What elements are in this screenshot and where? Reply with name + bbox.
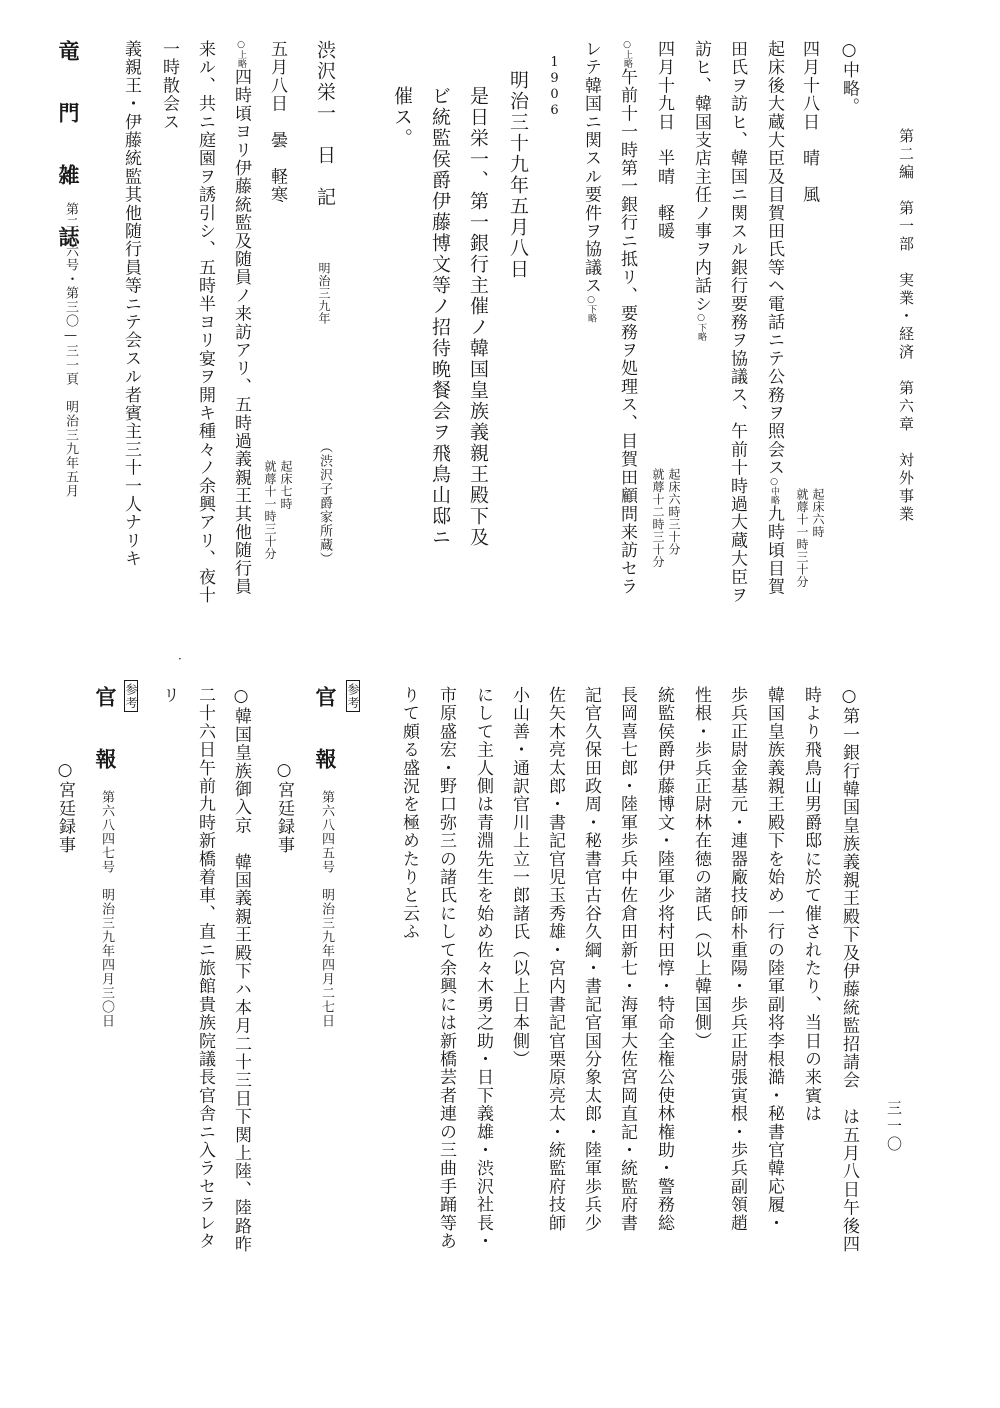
entry-summary: 催ス。 [391,86,413,149]
text-run: 起床後大蔵大臣及目賀田氏等ヘ電話ニテ公務ヲ照会ス [764,40,784,477]
entry-date-heading: 明治三十九年五月八日 [507,70,529,280]
text-column [692,40,709,341]
entry-summary: 是日栄一、第一銀行主催ノ韓国皇族義親王殿下及 [467,86,489,548]
stray-mark: · [178,652,182,666]
omission-note: ○下略 [696,313,706,341]
running-title: 第二編 第一部 実業・経済 第六章 対外事業 [897,128,915,524]
omission-note: ○中略 [769,476,779,505]
source-holder: （渋沢子爵家所蔵） [317,440,332,566]
source-title: 竜 門 雑 誌 [56,40,81,257]
source-citation: 第六八四七号 明治三九年四月三〇日 [99,790,114,1028]
wake-time-note: 起床六時三十分 [667,468,681,556]
entry-summary: ビ統監侯爵伊藤博文等ノ招待晩餐会ヲ飛鳥山邸ニ [429,86,451,548]
section-heading: ○宮廷録事 [274,760,294,854]
text-column: リ [159,686,179,705]
wake-time-note: 起床六時 [811,488,825,538]
diary-date: 五月八日 曇 軽寒 [267,40,287,204]
text-column: 韓国皇族義親王殿下を始め一行の陸軍副将李根澔・秘書官韓応履・ [764,686,784,1232]
text-column: 田氏ヲ訪ヒ、韓国ニ関スル銀行要務ヲ協議ス、午前十時過大蔵大臣ヲ [727,40,747,605]
text-run: 訪ヒ、韓国支店主任ノ事ヲ内話シ [691,40,711,313]
western-year: 1906 [547,55,562,119]
diary-date: 四月十八日 晴 風 [799,40,819,204]
text-column [582,40,599,323]
text-column: 統監侯爵伊藤博文・陸軍少将村田惇・特命全権公使林権助・警務総 [654,686,674,1232]
text-column: ○第一銀行韓国皇族義親王殿下及伊藤統監招請会 は五月八日午後四 [839,686,859,1254]
text-column: 時より飛鳥山男爵邸に於て催されたり、当日の来賓は [801,686,821,1123]
text-column: ○韓国皇族御入京 韓国義親王殿下ハ本月二十三日下関上陸、陸路昨 [231,686,251,1254]
text-column [618,40,635,596]
source-citation: 第六八四五号 明治三九年四月二七日 [319,790,334,1028]
text-column: 歩兵正尉金基元・連器廠技師朴重陽・歩兵正尉張寅根・歩兵副領趙 [727,686,747,1232]
source-title: 渋沢栄一 日 記 [314,40,336,208]
bed-time-note: 就蓐十一時三十分 [795,488,809,588]
text-column: りて頗る盛況を極めたりと云ふ [399,686,419,941]
text-column [232,40,249,596]
text-column: 性根・歩兵正尉林在徳の諸氏（以上韓国側） [691,686,711,1050]
wake-time-note: 起床七時 [279,460,293,510]
source-year: 明治三九年 [317,262,331,325]
reference-tag: 参考 [124,680,138,712]
text-column: 市原盛宏・野口弥三の諸氏にして余興には新橋芸者連の三曲手踊等あ [436,686,456,1251]
section-heading: ○宮廷録事 [55,760,75,854]
bed-time-note: 就蓐十一時三十分 [263,460,277,560]
omission-note: ○下略 [586,294,596,323]
source-citation: 第二一六号・第三〇—三一頁 明治三九年五月 [63,202,78,498]
omission-note: ○上略 [236,40,246,68]
text-column: 長岡喜七郎・陸軍歩兵中佐倉田新七・海軍大佐宮岡直記・統監府書 [617,686,637,1232]
reference-tag: 参考 [346,680,360,712]
text-column: ○中略。 [839,40,859,116]
text-run: 四時頃ヨリ伊藤統監及随員ノ来訪アリ、五時過義親王其他随行員 [231,68,251,596]
text-column: にして主人側は青淵先生を始め佐々木勇之助・日下義雄・渋沢社長・ [473,686,493,1251]
text-run: レテ韓国ニ関スル要件ヲ協議ス [581,40,601,295]
bed-time-note: 就蓐十二時三十分 [651,468,665,568]
text-column [765,40,782,596]
text-column: 義親王・伊藤統監其他随行員等ニテ会スル者賓主三十一人ナリキ [121,40,141,568]
text-column: 一時散会ス [159,40,179,131]
text-column: 小山善・通訳官川上立一郎諸氏（以上日本側） [509,686,529,1069]
text-run: 九時頃目賀 [764,504,784,596]
text-column: 二十六日午前九時新橋着車、直ニ旅館貴族院議長官舎ニ入ラセラレタ [195,686,215,1251]
diary-date: 四月十九日 半晴 軽暖 [654,40,674,241]
omission-note: ○上略 [622,40,632,68]
page-number: 三一〇 [885,1100,903,1154]
text-column: 佐矢木亮太郎・書記官児玉秀雄・宮内書記官栗原亮太・統監府技師 [545,686,565,1232]
text-column: 来ル、共ニ庭園ヲ誘引シ、五時半ヨリ宴ヲ開キ種々ノ余興アリ、夜十 [195,40,215,605]
text-run: 午前十一時第一銀行ニ抵リ、要務ヲ処理ス、目賀田顧問来訪セラ [617,68,637,596]
source-title: 官 報 [313,686,338,779]
source-title: 官 報 [93,686,118,779]
text-column: 記官久保田政周・秘書官古谷久綱・書記官国分象太郎・陸軍歩兵少 [581,686,601,1232]
